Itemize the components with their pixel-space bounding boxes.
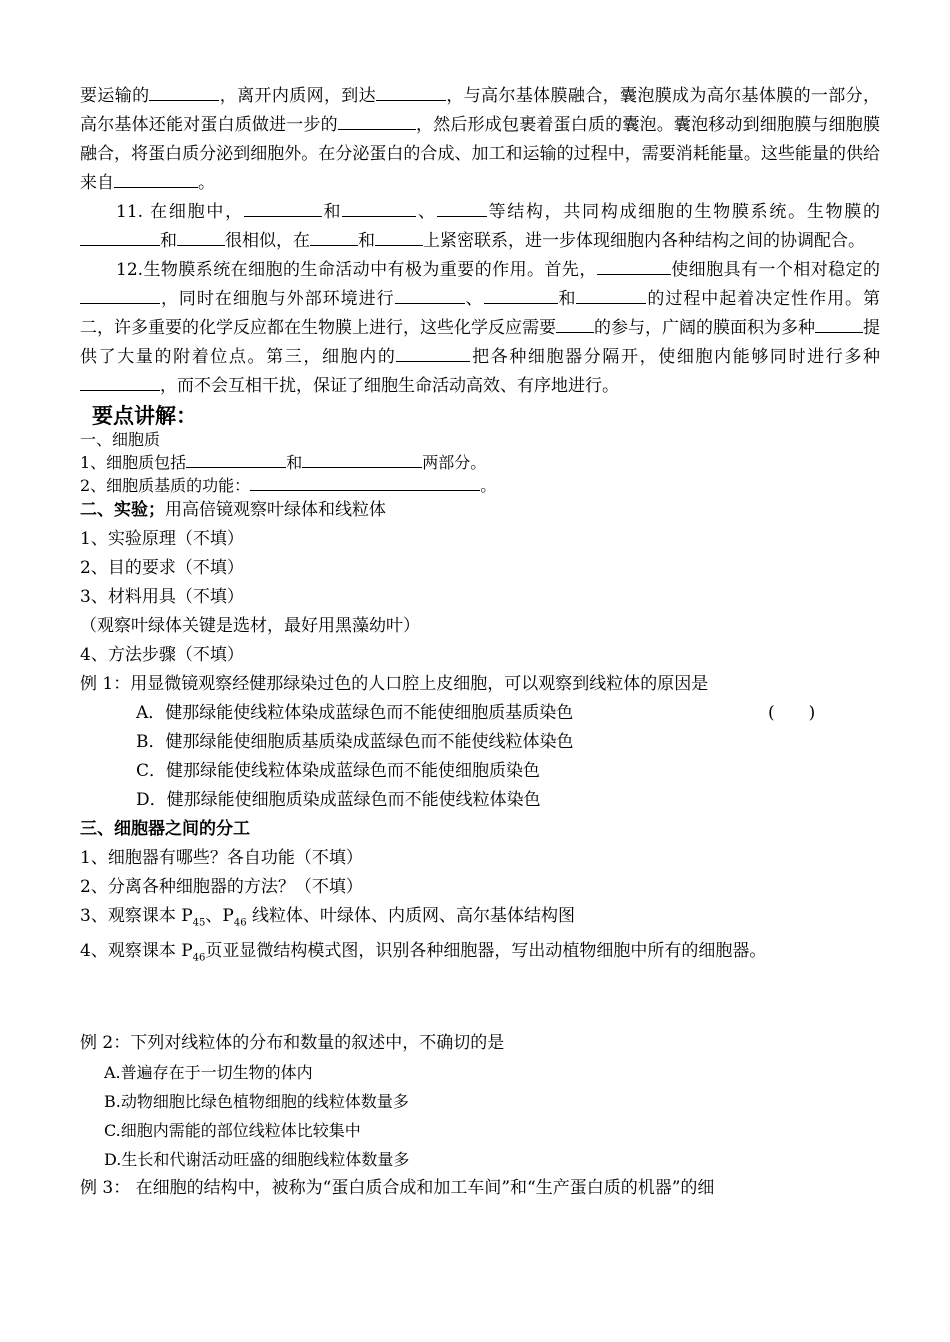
- s2-item: 2、目的要求（不填）: [80, 558, 244, 578]
- example-1-question: 例 1：用显微镜观察经健那绿染过色的人口腔上皮细胞，可以观察到线粒体的原因是: [80, 674, 709, 694]
- s3-item-3: [80, 902, 880, 937]
- text: ，离开内质网，到达: [219, 86, 377, 106]
- subscript: 46: [192, 952, 206, 964]
- worksheet-page: [80, 82, 880, 1203]
- fill-blank[interactable]: [342, 199, 416, 217]
- s1-line-1: [80, 450, 880, 473]
- s2-title: [80, 496, 880, 525]
- text: 、P: [205, 906, 234, 926]
- text: 两部分。: [422, 453, 487, 472]
- example-1-option: C．健那绿能使线粒体染成蓝绿色而不能使细胞质染色: [136, 761, 541, 781]
- example-2-option: D.生长和代谢活动旺盛的细胞线粒体数量多: [104, 1149, 410, 1169]
- text: ，然后形成包裹着蛋白质的囊泡。囊泡移动到细胞膜与细胞膜融合，将蛋白质分泌到细胞外。在分泌蛋白的合成、加工和运输的过程中，需要消耗能量。这些能量的供给来自: [80, 115, 881, 193]
- text: 、: [464, 289, 484, 309]
- text: 提供了大量的附着位点。第三，细胞内的: [80, 318, 880, 367]
- subscript: 45: [192, 917, 206, 929]
- text: 和: [321, 202, 343, 222]
- text: 。: [198, 173, 215, 193]
- fill-blank[interactable]: [310, 228, 358, 246]
- text: 二、实验；: [80, 500, 165, 520]
- paragraph-12: [80, 256, 880, 401]
- fill-blank[interactable]: [556, 315, 594, 333]
- text: 要运输的: [80, 86, 150, 106]
- text: 页亚显微结构模式图，识别各种细胞器，写出动植物细胞中所有的细胞器。: [205, 941, 767, 962]
- s1-title: 一、细胞质: [80, 430, 161, 449]
- example-2-question: 例 2：下列对线粒体的分布和数量的叙述中，不确切的是: [80, 1032, 505, 1053]
- fill-blank[interactable]: [186, 450, 286, 468]
- text: 把各种细胞器分隔开，使细胞内能够同时进行多种: [470, 347, 881, 367]
- example-2-option: C.细胞内需能的部位线粒体比较集中: [104, 1120, 361, 1140]
- s1-line-2: [80, 473, 880, 496]
- answer-paren: ( ): [768, 703, 816, 723]
- fill-blank[interactable]: [376, 83, 446, 101]
- fill-blank[interactable]: [815, 315, 863, 333]
- s3-item-4: [80, 937, 880, 972]
- text: 的参与，广阔的膜面积为多种: [594, 318, 815, 338]
- fill-blank[interactable]: [484, 286, 558, 304]
- text: 3、观察课本 P: [80, 906, 193, 926]
- fill-blank[interactable]: [177, 228, 225, 246]
- fill-blank[interactable]: [244, 199, 322, 217]
- text: 上紧密联系，进一步体现细胞内各种结构之间的协调配合。: [423, 231, 865, 251]
- fill-blank[interactable]: [114, 170, 198, 188]
- s3-item: 1、细胞器有哪些？各自功能（不填）: [80, 848, 363, 868]
- fill-blank[interactable]: [80, 228, 160, 246]
- text: 的过程中起着决定性作用。第二，许多重要的化学反应都在生物膜上进行，这些化学反应需要: [80, 289, 881, 338]
- fill-blank[interactable]: [80, 373, 160, 391]
- example-1-option: [80, 699, 880, 728]
- fill-blank[interactable]: [597, 257, 671, 275]
- fill-blank[interactable]: [576, 286, 646, 304]
- s2-note: （观察叶绿体关键是选材，最好用黑藻幼叶）: [80, 616, 420, 636]
- paragraph-11: [80, 198, 880, 256]
- fill-blank[interactable]: [149, 83, 219, 101]
- example-3-question: 例 3： 在细胞的结构中，被称为“蛋白质合成和加工车间”和“生产蛋白质的机器”的细: [80, 1177, 715, 1198]
- text: 和: [557, 289, 577, 309]
- text: 11. 在细胞中，: [116, 202, 244, 222]
- fill-blank[interactable]: [437, 199, 487, 217]
- fill-blank[interactable]: [395, 286, 465, 304]
- text: ，而不会互相干扰，保证了细胞生命活动高效、有序地进行。: [160, 376, 619, 396]
- fill-blank[interactable]: [250, 473, 480, 491]
- text: 线粒体、叶绿体、内质网、高尔基体结构图: [246, 906, 575, 926]
- section-heading: 要点讲解：: [92, 404, 197, 428]
- text: 1、细胞质包括: [80, 453, 187, 472]
- example-1-option: D．健那绿能使细胞质染成蓝绿色而不能使线粒体染色: [136, 790, 541, 810]
- fill-blank[interactable]: [80, 286, 160, 304]
- subscript: 46: [233, 917, 247, 929]
- text: A．健那绿能使线粒体染成蓝绿色而不能使细胞质基质染色: [136, 703, 574, 723]
- fill-blank[interactable]: [338, 112, 416, 130]
- text: 12.生物膜系统在细胞的生命活动中有极为重要的作用。首先，: [116, 260, 597, 280]
- text: 和: [160, 231, 177, 251]
- text: ，同时在细胞与外部环境进行: [160, 289, 395, 309]
- text: 很相似，在: [225, 231, 310, 251]
- spacer: [80, 973, 880, 1029]
- fill-blank[interactable]: [396, 344, 470, 362]
- paragraph-10: [80, 82, 880, 198]
- s2-item: 1、实验原理（不填）: [80, 529, 244, 549]
- text: 和: [358, 231, 375, 251]
- text: 。: [480, 476, 497, 495]
- fill-blank[interactable]: [375, 228, 423, 246]
- s3-item: 2、分离各种细胞器的方法？（不填）: [80, 877, 363, 897]
- text: 4、观察课本 P: [80, 941, 193, 962]
- example-1-option: B．健那绿能使细胞质基质染成蓝绿色而不能使线粒体染色: [136, 732, 574, 752]
- fill-blank[interactable]: [302, 450, 422, 468]
- example-2-option: B.动物细胞比绿色植物细胞的线粒体数量多: [104, 1091, 409, 1111]
- text: 和: [286, 453, 303, 472]
- text: 2、细胞质基质的功能：: [80, 476, 251, 495]
- example-2-option: A.普遍存在于一切生物的体内: [104, 1062, 313, 1082]
- text: 用高倍镜观察叶绿体和线粒体: [165, 500, 386, 520]
- text: 、: [416, 202, 437, 222]
- text: ，与高尔基体膜融合，囊泡膜成为高尔基体膜的一部分，高尔基体还能对蛋白质做进一步的: [80, 86, 881, 135]
- s3-title: 三、细胞器之间的分工: [80, 819, 250, 839]
- text: 等结构，共同构成细胞的生物膜系统。生物膜的: [486, 202, 881, 222]
- text: 使细胞具有一个相对稳定的: [670, 260, 880, 280]
- s2-item: 4、方法步骤（不填）: [80, 645, 244, 665]
- s2-item: 3、材料用具（不填）: [80, 587, 244, 607]
